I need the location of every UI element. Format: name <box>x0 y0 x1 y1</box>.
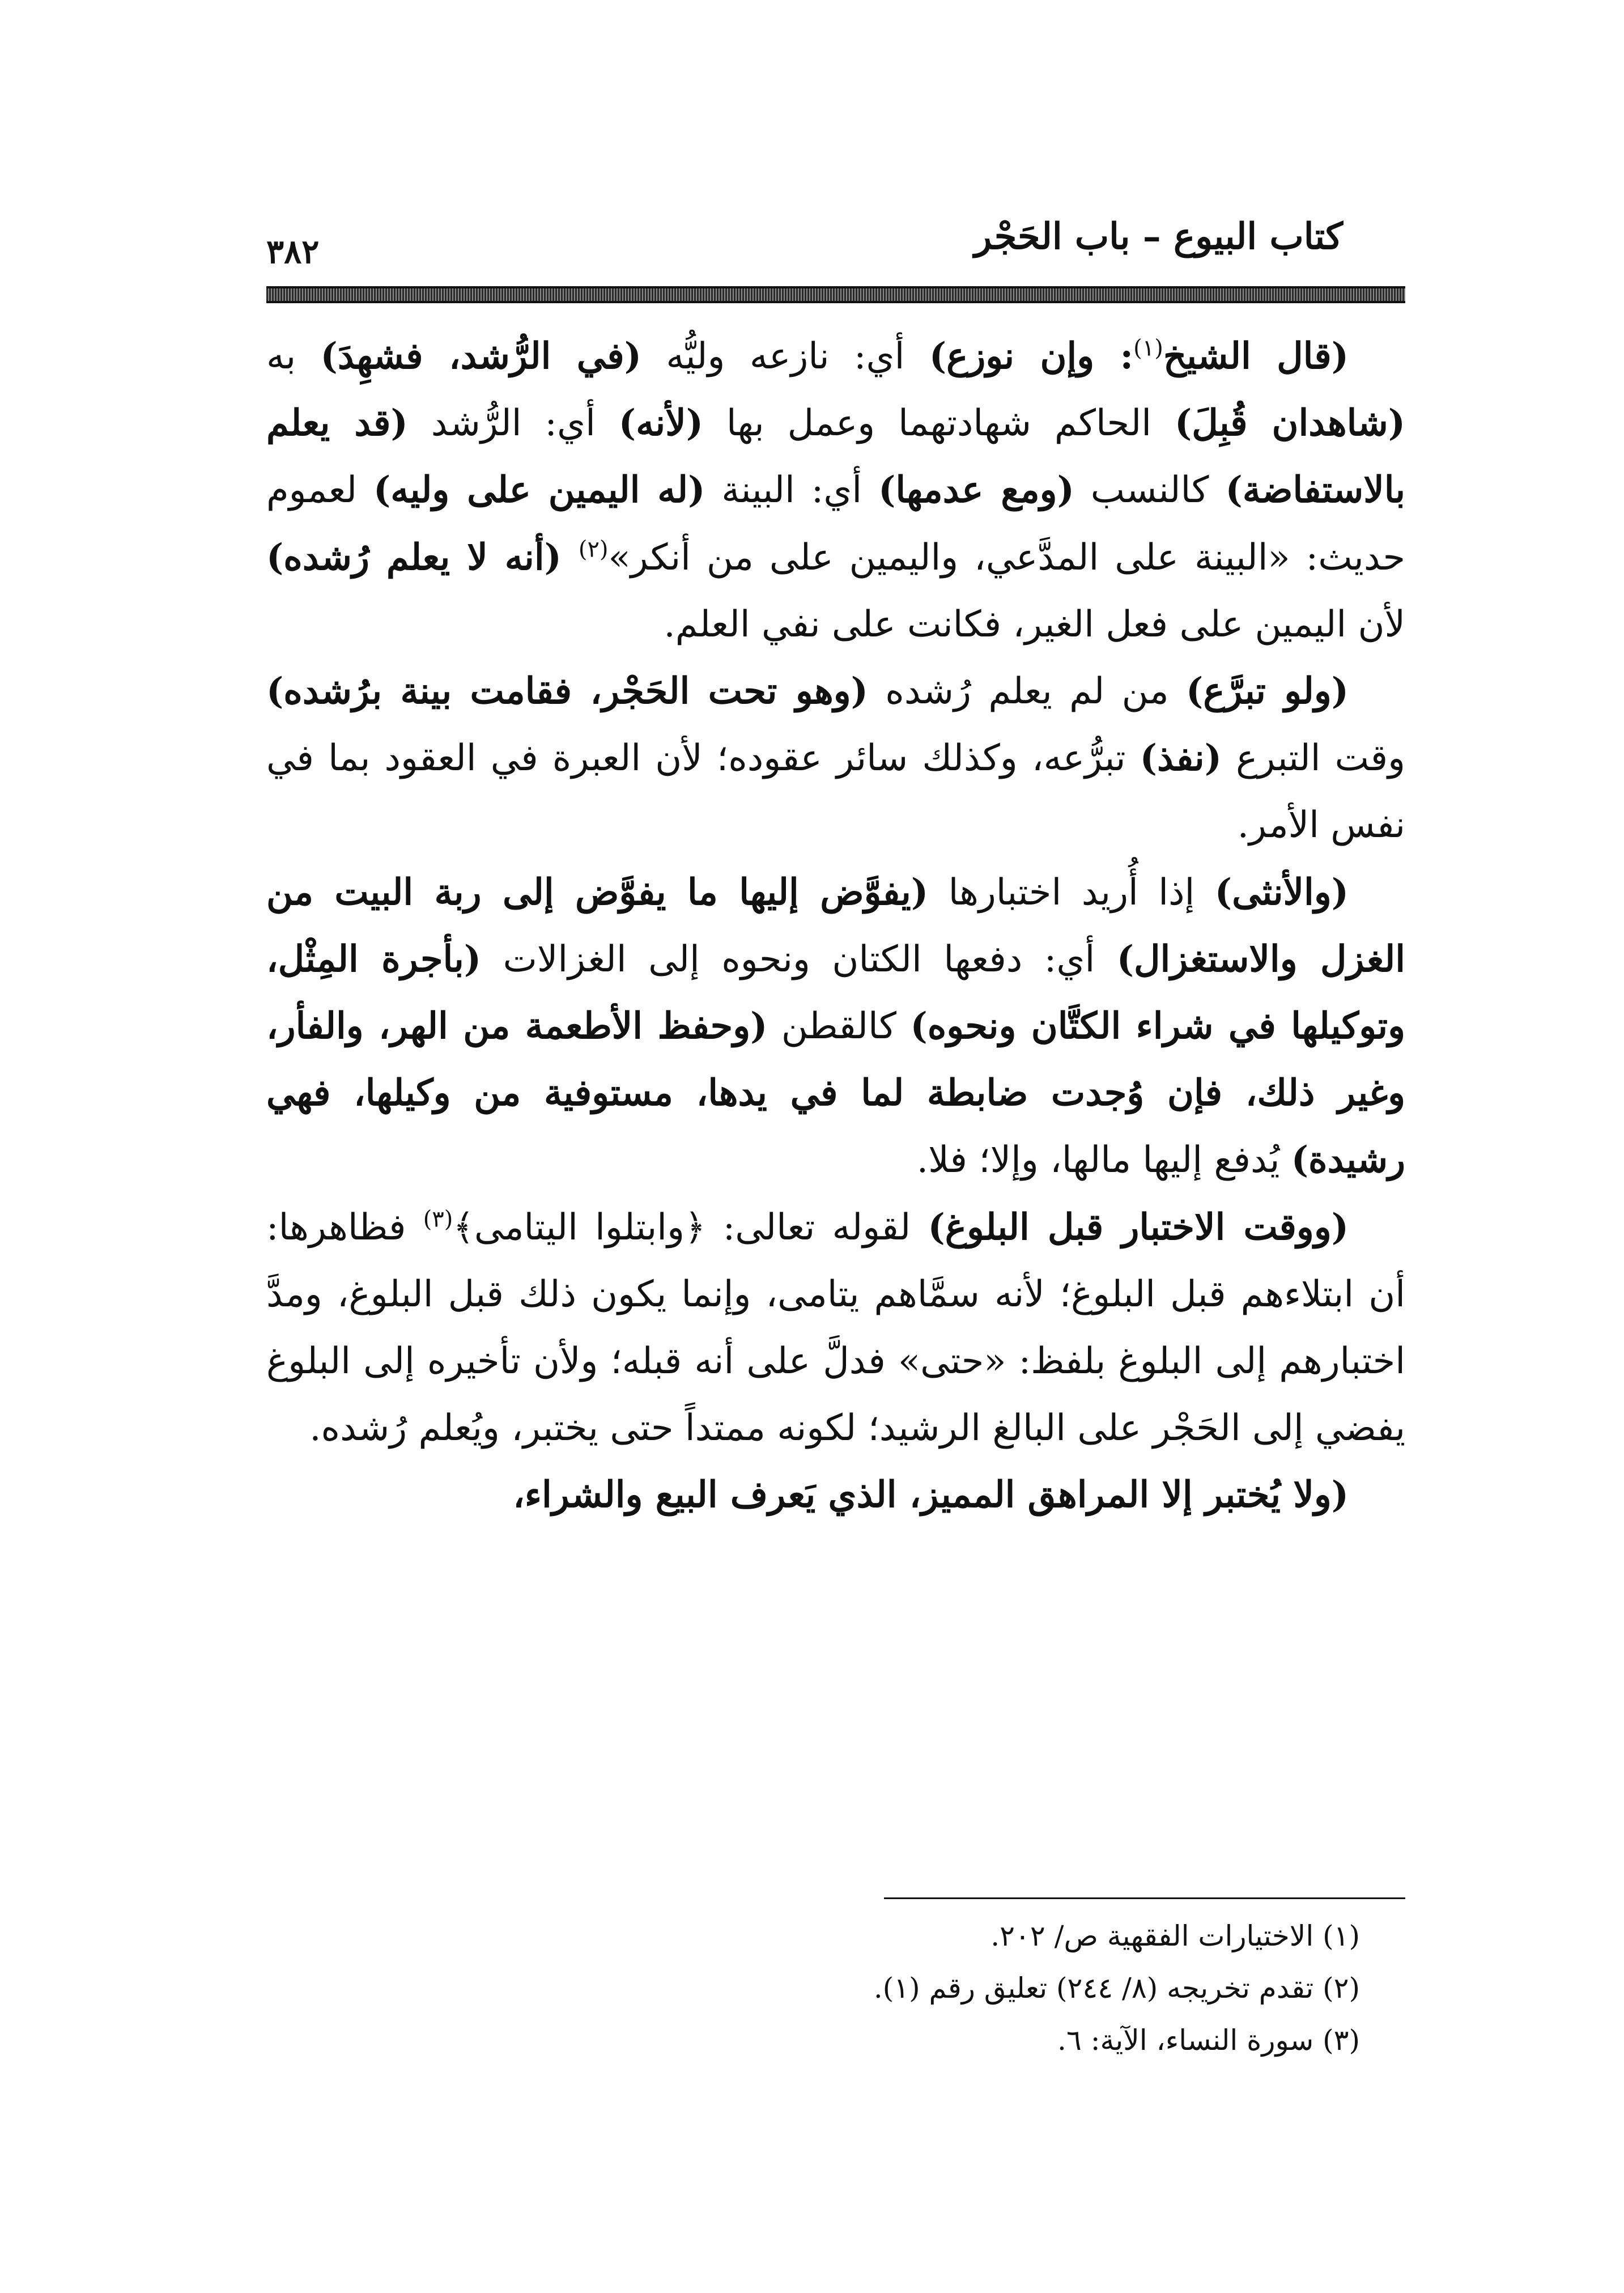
bold-text: (ولو تبرَّع) <box>1186 670 1349 713</box>
bold-text: (في الرُّشد، فشهِدَ) <box>320 335 641 377</box>
plain-text: أي: دفعها الكتان ونحوه إلى الغزالات <box>481 938 1117 980</box>
bold-text: (شاهدان قُبِلَ) <box>1174 402 1406 445</box>
footnote-ref-3: (٣) <box>423 1206 453 1233</box>
paragraph-3 <box>266 859 1405 1194</box>
header-title: كتاب البيوع – باب الحَجْر <box>974 215 1343 258</box>
plain-text: كالقطن <box>767 1005 911 1048</box>
plain-text: تبرُّعه، وكذلك سائر عقوده؛ لأن العبرة في العقود بما في نفس الأمر. <box>266 737 1405 847</box>
body-text <box>266 323 1405 1529</box>
bold-text: (وحفظ الأطعمة من الهر، والفأر، وغير ذلك، فإن وُجدت ضابطة لما في يدها، مستوفية من وكيلها، فهي رشيدة) <box>266 1005 1405 1182</box>
plain-text: من لم يعلم رُشده <box>868 670 1187 713</box>
plain-text: فظاهرها: أن ابتلاءهم قبل البلوغ؛ لأنه سمَّاهم يتامى، وإنما يكون ذلك قبل البلوغ، ومدَّ اختبارهم إلى البلوغ بلفظ: «حتى» فدلَّ على أنه قبله؛ ولأن تأخيره إلى البلوغ يفضي إلى الحَجْر على البالغ الرشيد؛ لكونه ممتداً حتى يختبر، ويُعلم رُشده. <box>266 1206 1405 1450</box>
bold-text: (أنه لا يعلم رُشده) <box>266 536 579 579</box>
plain-text: أي: نازعه وليُّه <box>641 336 929 377</box>
page-number: ٣٨٢ <box>266 232 320 271</box>
bold-text: (ولا يُختبر إلا المراهق المميز، الذي يَعرف البيع والشراء، <box>513 1474 1349 1517</box>
footnote-ref-2: (٢) <box>578 536 609 563</box>
bold-text: (ومع عدمها) <box>878 469 1074 512</box>
footnote-1: (١) الاختيارات الفقهية ص/ ٢٠٢. <box>990 1920 1360 1952</box>
bold-text: (وهو تحت الحَجْر، فقامت بينة برُشده) <box>266 670 868 713</box>
footnote-2: (٢) تقدم تخريجه (٨/ ٢٤٤) تعليق رقم (١). <box>873 1972 1360 2005</box>
paragraph-1 <box>266 323 1405 658</box>
plain-text: به <box>266 336 321 377</box>
plain-text: وقت التبرع <box>1222 737 1406 780</box>
plain-text: إذا أُريد اختبارها <box>928 871 1215 914</box>
running-header <box>266 215 1405 278</box>
bold-text: (بأجرة المِثْل، وتوكيلها في شراء الكتَّان ونحوه) <box>266 937 1406 1048</box>
footnotes <box>266 1910 1405 2066</box>
bold-text: (قد يعلم بالاستفاضة) <box>266 402 1406 512</box>
paragraph-4 <box>266 1194 1405 1462</box>
plain-text: كالنسب <box>1074 469 1226 512</box>
plain-text: يُدفع إليها مالها، وإلا؛ فلا. <box>916 1139 1291 1182</box>
plain-text: أي: الرُّشد <box>407 402 619 445</box>
paragraph-5 <box>266 1462 1405 1528</box>
footnote-ref-1: (١) <box>1133 335 1163 362</box>
plain-text: الحاكم شهادتهما وعمل بها <box>703 402 1175 445</box>
paragraph-2 <box>266 658 1405 859</box>
plain-text: لعموم حديث: «البينة على المدَّعي، واليمين على من أنكر» <box>266 469 1406 579</box>
header-rule <box>266 286 1405 303</box>
footnote-3: (٣) سورة النساء، الآية: ٦. <box>1057 2024 1360 2057</box>
bold-text: : وإن نوزع) <box>929 335 1134 377</box>
bold-text: (يفوَّض إليها ما يفوَّض إلى ربة البيت من الغزل والاستغزال) <box>266 871 1406 980</box>
bold-text: (ووقت الاختبار قبل البلوغ) <box>928 1205 1349 1249</box>
bold-text: (له اليمين على وليه) <box>373 469 705 512</box>
bold-text: (قال الشيخ <box>1163 335 1349 377</box>
bold-text: (نفذ) <box>1140 737 1222 780</box>
footnote-separator <box>884 1897 1405 1899</box>
bold-text: (لأنه) <box>618 402 703 445</box>
plain-text: أي: البينة <box>705 469 879 512</box>
plain-text: لقوله تعالى: ﴿وابتلوا اليتامى﴾ <box>453 1206 928 1249</box>
bold-text: (والأنثى) <box>1214 871 1349 914</box>
plain-text: لأن اليمين على فعل الغير، فكانت على نفي العلم. <box>664 603 1405 646</box>
